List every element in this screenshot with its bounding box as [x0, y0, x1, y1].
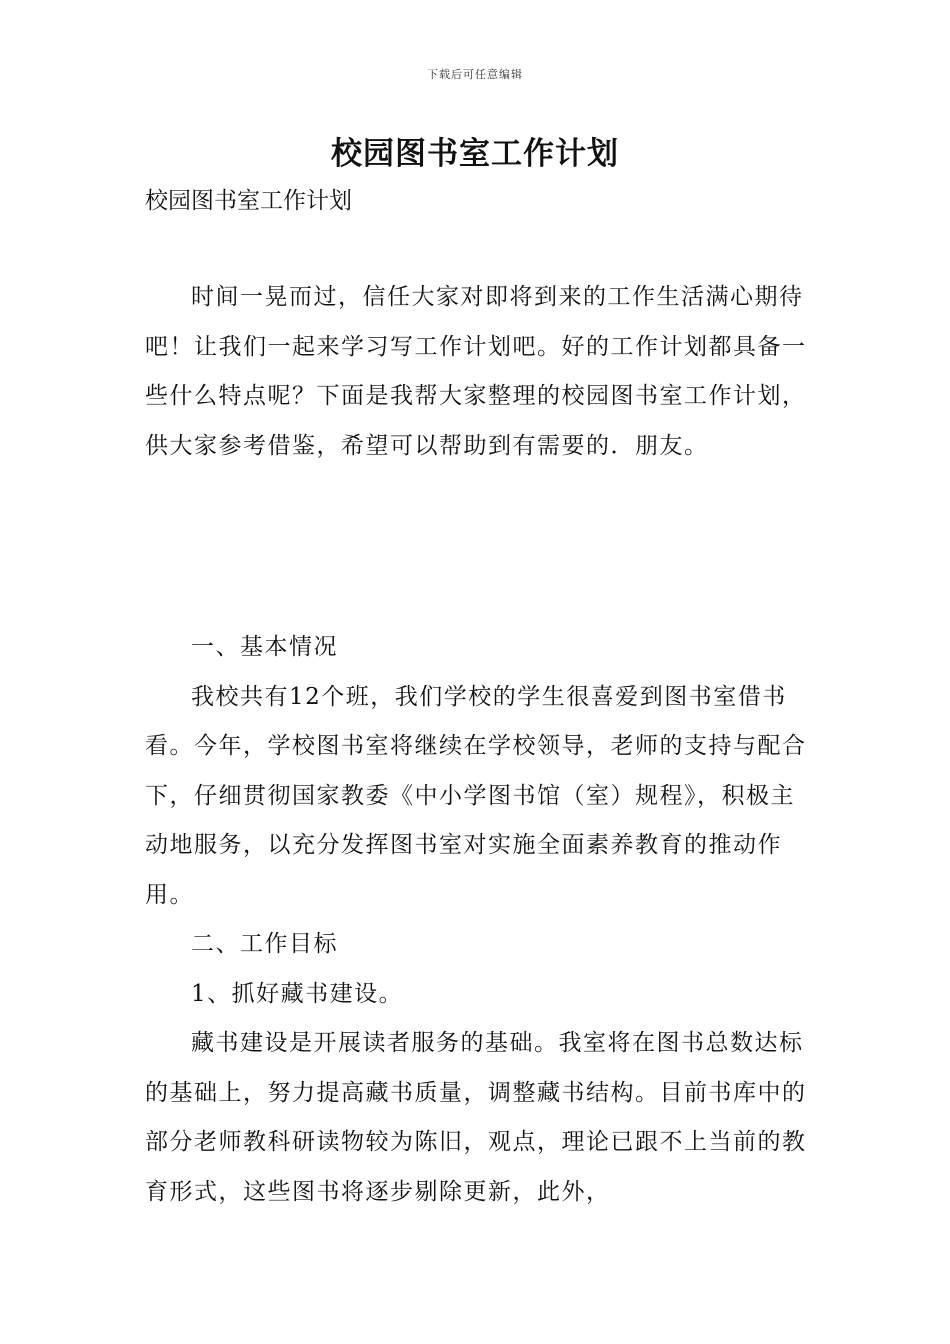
item1-heading: 1、抓好藏书建设。: [191, 980, 404, 1007]
intro-section: [145, 273, 810, 471]
document-subtitle: 校园图书室工作计划: [145, 188, 352, 214]
section2-heading: 二、工作目标: [191, 931, 338, 957]
section1-paragraph: 我校共有12个班，我们学校的学生很喜爱到图书室借书看。今年，学校图书室将继续在学校领导，老师的支持与配合下，仔细贯彻国家教委《中小学图书馆（室）规程》，积极主动地服务，以充分发挥图书室对实施全面素养教育的推动作用。: [145, 683, 807, 908]
item1-paragraph: 藏书建设是开展读者服务的基础。我室将在图书总数达标的基础上，努力提高藏书质量，调整藏书结构。目前书库中的部分老师教科研读物较为陈旧，观点，理论已跟不上当前的教育形式，这些图书将逐步剔除更新，此外，: [145, 1030, 807, 1205]
header-note: 下载后可任意编辑: [427, 68, 523, 81]
body-section: [145, 623, 810, 1217]
section1-heading: 一、基本情况: [191, 634, 338, 660]
document-title: 校园图书室工作计划: [331, 136, 619, 172]
intro-paragraph: 时间一晃而过，信任大家对即将到来的工作生活满心期待吧！让我们一起来学习写工作计划吧。好的工作计划都具备一些什么特点呢？下面是我帮大家整理的校园图书室工作计划，供大家参考借鉴，希望可以帮助到有需要的．朋友。: [145, 284, 807, 459]
